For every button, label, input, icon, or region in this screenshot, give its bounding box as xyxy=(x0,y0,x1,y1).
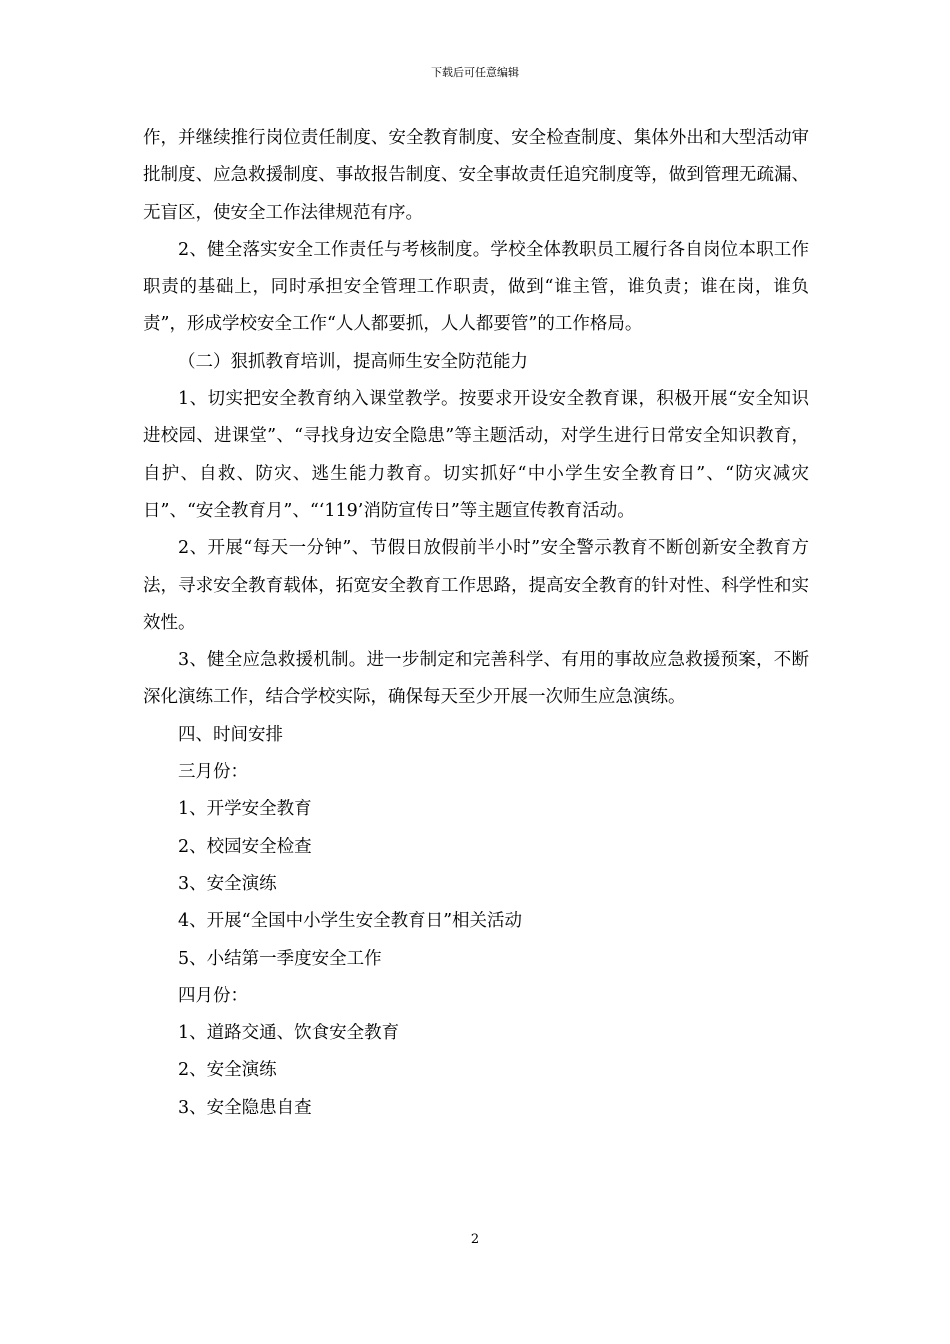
list-item: 4、开展“全国中小学生安全教育日”相关活动 xyxy=(178,911,523,932)
section-heading-schedule: 四、时间安排 xyxy=(178,724,283,745)
page-header: 下载后可任意编辑 xyxy=(431,66,519,79)
paragraph-emergency-mechanism: 3、健全应急救援机制。进一步制定和完善科学、有用的事故应急救援预案，不断深化演练工作，结合学校实际，确保每天至少开展一次师生应急演练。 xyxy=(143,650,809,708)
paragraph-continuation: 作，并继续推行岗位责任制度、安全教育制度、安全检查制度、集体外出和大型活动审批制度、应急救援制度、事故报告制度、安全事故责任追究制度等，做到管理无疏漏、无盲区，使安全工作法律规范有序。 xyxy=(143,128,809,223)
list-item: 2、安全演练 xyxy=(178,1060,277,1081)
month-heading-march: 三月份： xyxy=(178,762,248,783)
month-heading-april: 四月份： xyxy=(178,985,248,1006)
list-item: 1、开学安全教育 xyxy=(178,799,312,820)
list-item: 2、校园安全检查 xyxy=(178,836,312,857)
section-heading-training: （二）狠抓教育培训，提高师生安全防范能力 xyxy=(178,351,528,372)
page-number: 2 xyxy=(470,1232,480,1247)
paragraph-responsibility: 2、健全落实安全工作责任与考核制度。学校全体教职员工履行各自岗位本职工作职责的基础上，同时承担安全管理工作职责，做到“谁主管，谁负责；谁在岗，谁负责”，形成学校安全工作“人人都要抓，人人都要管”的工作格局。 xyxy=(143,239,809,335)
list-item: 1、道路交通、饮食安全教育 xyxy=(178,1023,400,1044)
document-body xyxy=(143,120,809,1127)
list-item: 3、安全演练 xyxy=(178,873,277,894)
list-item: 3、安全隐患自查 xyxy=(178,1097,312,1118)
paragraph-warning-education: 2、开展“每天一分钟”、节假日放假前半小时”安全警示教育不断创新安全教育方法，寻求安全教育载体，拓宽安全教育工作思路，提高安全教育的针对性、科学性和实效性。 xyxy=(143,538,809,633)
list-item: 5、小结第一季度安全工作 xyxy=(178,948,382,969)
paragraph-classroom-education: 1、切实把安全教育纳入课堂教学。按要求开设安全教育课，积极开展“安全知识进校园、进课堂”、“寻找身边安全隐患”等主题活动，对学生进行日常安全知识教育，自护、自救、防灾、逃生能力教育。切实抓好“中小学生安全教育日”、“防灾减灾日”、“安全教育月”、“‘119’消防宣传日”等主题宣传教育活动。 xyxy=(143,389,809,521)
